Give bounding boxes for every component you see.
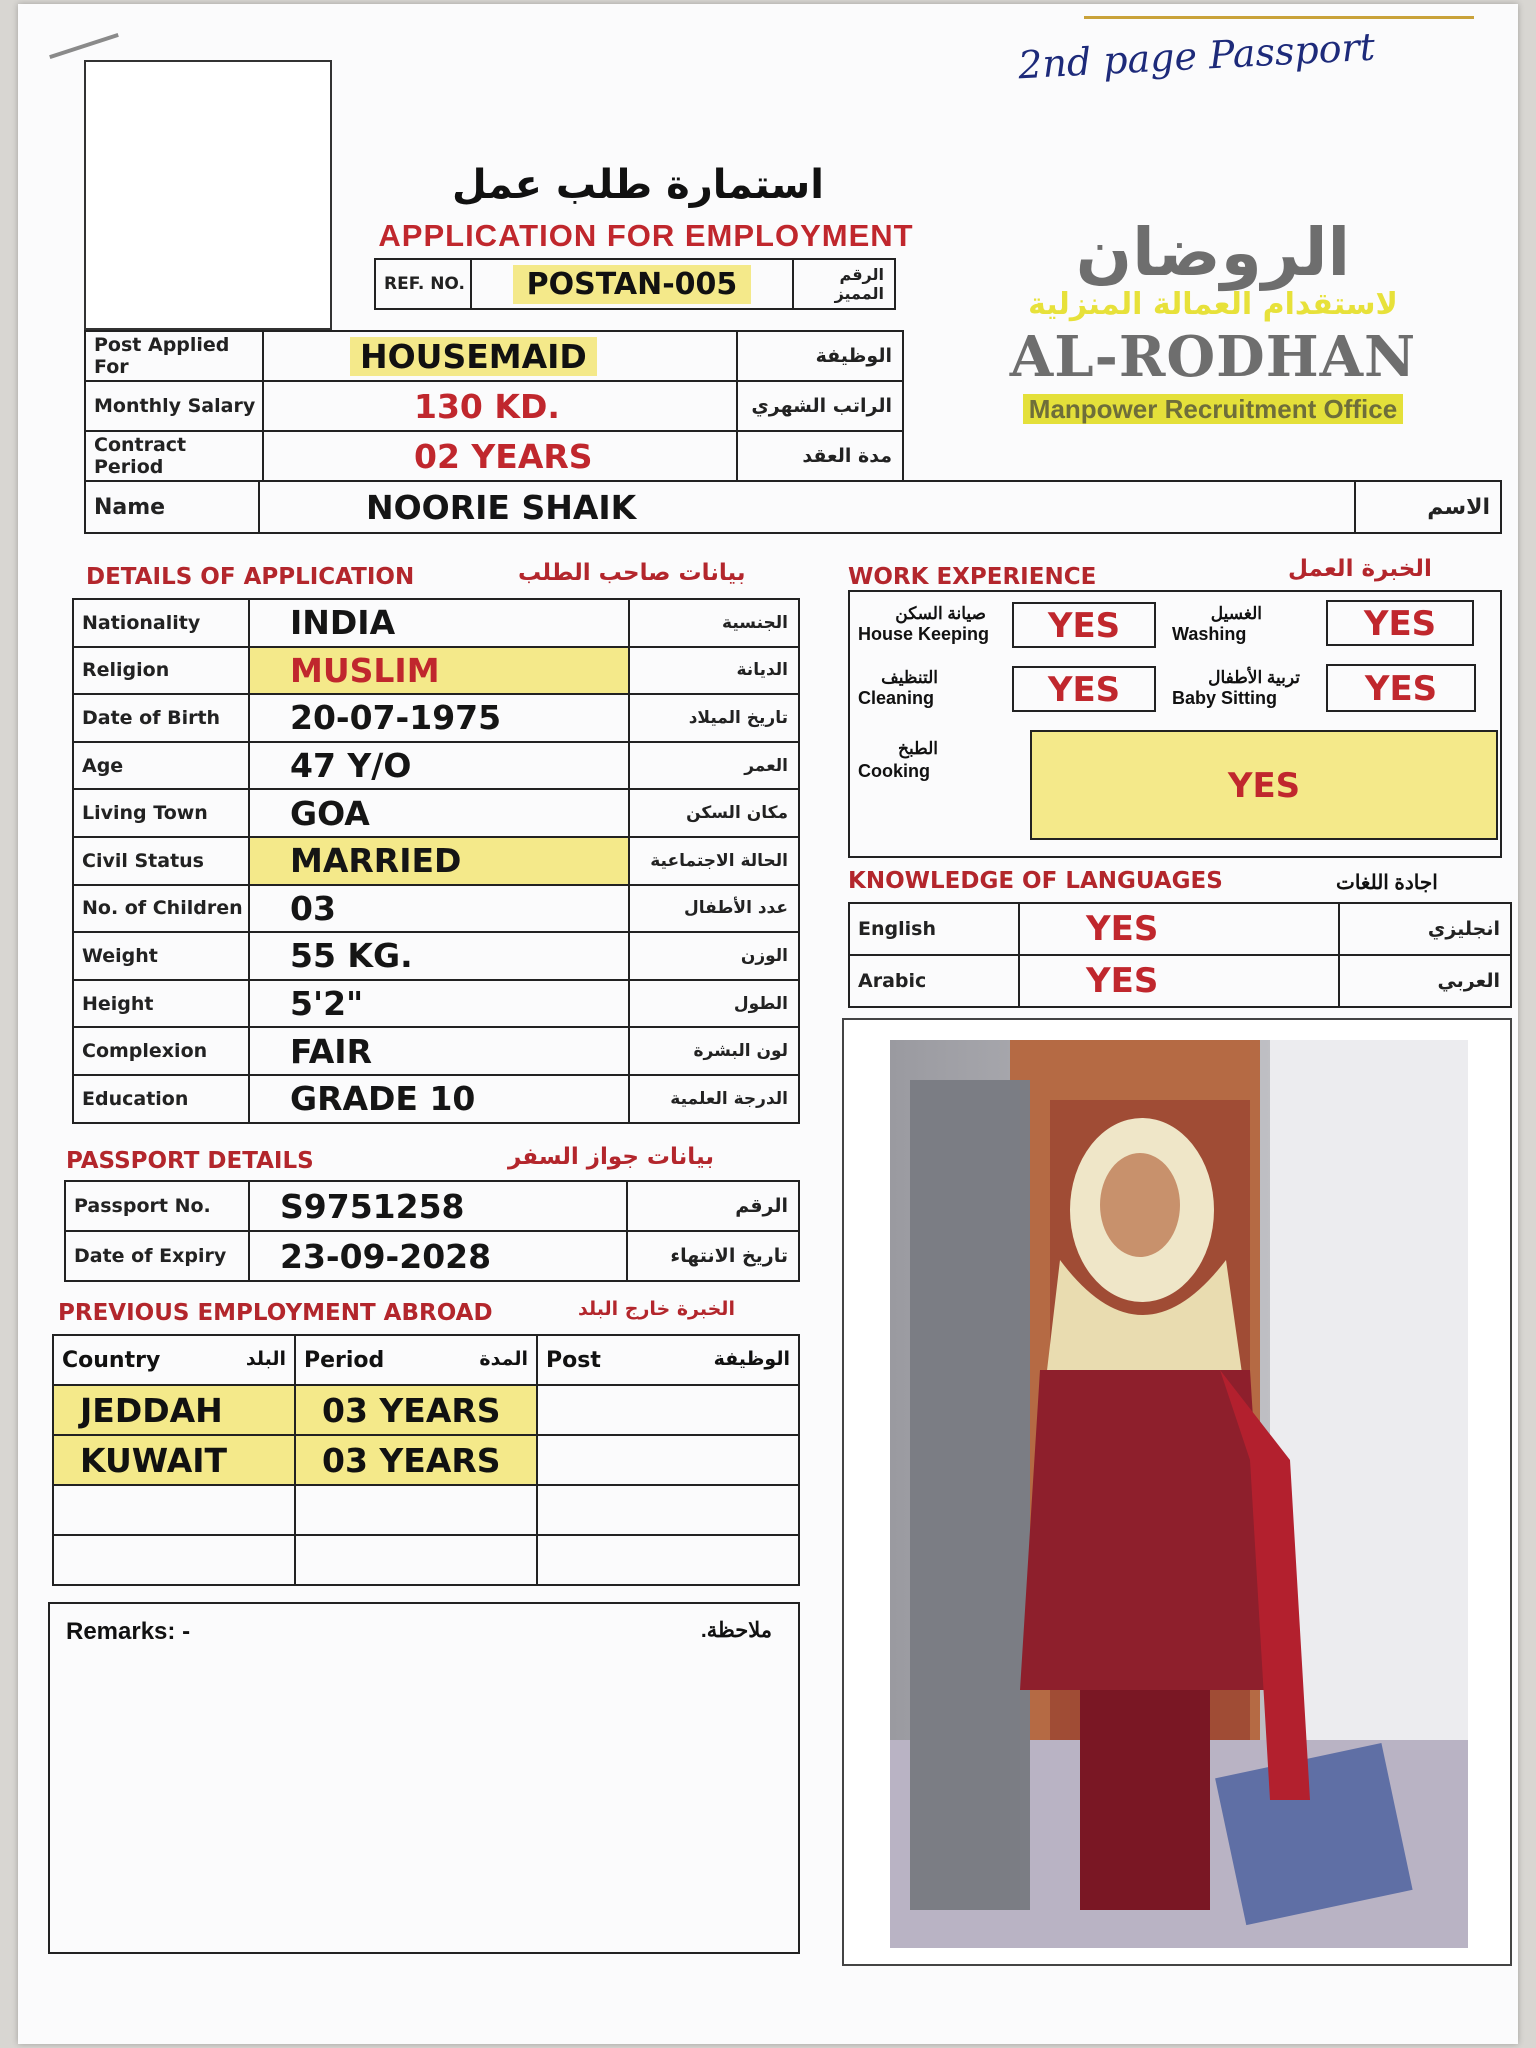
languages-heading-ar: اجادة اللغات bbox=[1336, 872, 1438, 894]
english-label: English bbox=[849, 903, 1019, 955]
passport-expiry-label-ar: تاريخ الانتهاء bbox=[627, 1231, 799, 1281]
details-label-ar: الديانة bbox=[629, 647, 799, 695]
details-label: Weight bbox=[73, 932, 249, 980]
arabic-value: YES bbox=[1019, 955, 1339, 1007]
details-value: 55 KG. bbox=[249, 932, 629, 980]
cooking-value: YES bbox=[1030, 730, 1498, 840]
passport-heading-ar: بيانات جواز السفر bbox=[508, 1144, 714, 1170]
details-row bbox=[73, 742, 799, 790]
header-period-ar: المدة bbox=[479, 1347, 528, 1370]
details-label-ar: الحالة الاجتماعية bbox=[629, 837, 799, 885]
salary-label-ar: الراتب الشهري bbox=[737, 381, 903, 431]
applicant-photo-frame bbox=[842, 1018, 1512, 1966]
details-label: Religion bbox=[73, 647, 249, 695]
header-post-ar: الوظيفة bbox=[713, 1347, 790, 1370]
header-period bbox=[295, 1335, 537, 1385]
details-value: FAIR bbox=[249, 1027, 629, 1075]
header-country bbox=[53, 1335, 295, 1385]
previous-period-cell: 03 YEARS bbox=[295, 1435, 537, 1485]
details-label: Age bbox=[73, 742, 249, 790]
details-label-ar: الطول bbox=[629, 980, 799, 1028]
details-label-ar: الدرجة العلمية bbox=[629, 1075, 799, 1123]
english-label-ar: انجليزي bbox=[1339, 903, 1511, 955]
details-row bbox=[73, 1027, 799, 1075]
details-row bbox=[73, 980, 799, 1028]
previous-period-cell bbox=[295, 1485, 537, 1535]
details-label-ar: الوزن bbox=[629, 932, 799, 980]
cleaning-en: Cleaning bbox=[858, 688, 935, 708]
passport-expiry-value: 23-09-2028 bbox=[249, 1231, 627, 1281]
washing-en: Washing bbox=[1172, 624, 1247, 644]
arabic-label-ar: العربي bbox=[1339, 955, 1511, 1007]
post-value: HOUSEMAID bbox=[350, 337, 597, 376]
details-table bbox=[72, 598, 800, 1124]
photo-box bbox=[84, 60, 332, 330]
washing-labels bbox=[1172, 604, 1262, 644]
staple-mark bbox=[49, 33, 119, 59]
details-row bbox=[73, 1075, 799, 1123]
passport-no-label: Passport No. bbox=[65, 1181, 249, 1231]
baby-sitting-labels bbox=[1172, 668, 1300, 708]
ref-table bbox=[374, 258, 896, 310]
washing-ar: الغسيل bbox=[1210, 604, 1262, 623]
name-label-ar: الاسم bbox=[1355, 481, 1501, 533]
name-table bbox=[84, 480, 1502, 534]
details-row bbox=[73, 837, 799, 885]
previous-row bbox=[53, 1485, 799, 1535]
details-value: INDIA bbox=[249, 599, 629, 647]
details-label: Complexion bbox=[73, 1027, 249, 1075]
salary-value: 130 KD. bbox=[263, 381, 737, 431]
details-label-ar: تاريخ الميلاد bbox=[629, 694, 799, 742]
remarks-label-ar: ملاحظة. bbox=[700, 1619, 772, 1642]
previous-period-cell: 03 YEARS bbox=[295, 1385, 537, 1435]
baby-sitting-value: YES bbox=[1326, 664, 1476, 712]
logo-subtitle-arabic: لاستقدام العمالة المنزلية bbox=[1028, 287, 1398, 322]
passport-table bbox=[64, 1180, 800, 1282]
face bbox=[1100, 1153, 1180, 1257]
arabic-label: Arabic bbox=[849, 955, 1019, 1007]
work-experience-box bbox=[848, 590, 1502, 858]
details-label: No. of Children bbox=[73, 885, 249, 933]
header-post-en: Post bbox=[546, 1347, 601, 1373]
tunic bbox=[1020, 1370, 1270, 1690]
cleaning-labels bbox=[858, 668, 938, 708]
application-form-page bbox=[18, 4, 1518, 2044]
header-period-en: Period bbox=[304, 1347, 385, 1373]
logo-name-english: AL-RODHAN bbox=[1009, 324, 1417, 390]
cleaning-ar: التنظيف bbox=[881, 668, 938, 687]
details-label: Living Town bbox=[73, 789, 249, 837]
details-label: Education bbox=[73, 1075, 249, 1123]
details-heading: DETAILS OF APPLICATION bbox=[86, 564, 415, 590]
contract-label-ar: مدة العقد bbox=[737, 431, 903, 481]
applicant-photo bbox=[890, 1040, 1468, 1948]
details-value: MARRIED bbox=[249, 837, 629, 885]
previous-country-cell bbox=[53, 1485, 295, 1535]
trousers bbox=[1080, 1690, 1210, 1910]
ref-label: REF. NO. bbox=[375, 259, 471, 309]
details-row bbox=[73, 599, 799, 647]
logo-name-arabic: الروضان bbox=[1075, 214, 1351, 291]
post-value-cell bbox=[263, 331, 737, 381]
details-label-ar: عدد الأطفال bbox=[629, 885, 799, 933]
header-post bbox=[537, 1335, 799, 1385]
previous-heading: PREVIOUS EMPLOYMENT ABROAD bbox=[58, 1300, 493, 1326]
washing-value: YES bbox=[1326, 600, 1474, 646]
ref-value-cell bbox=[471, 259, 793, 309]
details-value: 5'2" bbox=[249, 980, 629, 1028]
passport-no-value: S9751258 bbox=[249, 1181, 627, 1231]
languages-heading: KNOWLEDGE OF LANGUAGES bbox=[848, 868, 1223, 894]
work-heading-ar: الخبرة العمل bbox=[1288, 556, 1432, 582]
previous-row bbox=[53, 1535, 799, 1585]
cooking-ar: الطبخ bbox=[898, 739, 938, 758]
handwritten-note: 2nd page Passport bbox=[1017, 24, 1377, 88]
details-label-ar: لون البشرة bbox=[629, 1027, 799, 1075]
cleaning-value: YES bbox=[1012, 666, 1156, 712]
name-value: NOORIE SHAIK bbox=[259, 481, 1355, 533]
previous-heading-ar: الخبرة خارج البلد bbox=[578, 1298, 735, 1320]
passport-no-label-ar: الرقم bbox=[627, 1181, 799, 1231]
previous-country-cell: KUWAIT bbox=[53, 1435, 295, 1485]
header-country-ar: البلد bbox=[245, 1347, 286, 1370]
details-value: 20-07-1975 bbox=[249, 694, 629, 742]
baby-sitting-ar: تربية الأطفال bbox=[1208, 668, 1300, 687]
details-value: MUSLIM bbox=[249, 647, 629, 695]
cooking-labels bbox=[858, 738, 938, 782]
post-label: Post Applied For bbox=[85, 331, 263, 381]
details-row bbox=[73, 647, 799, 695]
previous-post-cell bbox=[537, 1435, 799, 1485]
details-value: 03 bbox=[249, 885, 629, 933]
logo-subtitle-english: Manpower Recruitment Office bbox=[1023, 394, 1403, 424]
previous-post-cell bbox=[537, 1485, 799, 1535]
details-row bbox=[73, 789, 799, 837]
details-label: Date of Birth bbox=[73, 694, 249, 742]
title-arabic: استمارة طلب عمل bbox=[452, 162, 824, 208]
post-label-ar: الوظيفة bbox=[737, 331, 903, 381]
house-keeping-ar: صيانة السكن bbox=[895, 604, 986, 623]
company-logo bbox=[973, 214, 1453, 464]
house-keeping-value: YES bbox=[1012, 602, 1156, 648]
house-keeping-en: House Keeping bbox=[858, 624, 990, 644]
contract-label: Contract Period bbox=[85, 431, 263, 481]
details-label-ar: العمر bbox=[629, 742, 799, 790]
house-keeping-labels bbox=[858, 604, 989, 644]
details-label: Civil Status bbox=[73, 837, 249, 885]
salary-label: Monthly Salary bbox=[85, 381, 263, 431]
previous-post-cell bbox=[537, 1385, 799, 1435]
contract-value: 02 YEARS bbox=[263, 431, 737, 481]
title-english: APPLICATION FOR EMPLOYMENT bbox=[378, 218, 914, 253]
details-label: Nationality bbox=[73, 599, 249, 647]
previous-row bbox=[53, 1385, 799, 1435]
details-label-ar: مكان السكن bbox=[629, 789, 799, 837]
previous-post-cell bbox=[537, 1535, 799, 1585]
passport-expiry-label: Date of Expiry bbox=[65, 1231, 249, 1281]
details-label: Height bbox=[73, 980, 249, 1028]
name-label: Name bbox=[85, 481, 259, 533]
english-value: YES bbox=[1019, 903, 1339, 955]
previous-period-cell bbox=[295, 1535, 537, 1585]
details-label-ar: الجنسية bbox=[629, 599, 799, 647]
baby-sitting-en: Baby Sitting bbox=[1172, 688, 1278, 708]
photo-door-left bbox=[910, 1080, 1030, 1910]
remarks-label: Remarks: - bbox=[66, 1618, 191, 1645]
remarks-box bbox=[48, 1602, 800, 1954]
work-heading: WORK EXPERIENCE bbox=[848, 564, 1097, 590]
details-row bbox=[73, 694, 799, 742]
details-heading-ar: بيانات صاحب الطلب bbox=[518, 560, 746, 586]
cooking-en: Cooking bbox=[858, 761, 930, 781]
previous-row bbox=[53, 1435, 799, 1485]
details-value: 47 Y/O bbox=[249, 742, 629, 790]
logo-subtitle-wrap bbox=[973, 394, 1453, 425]
top-rule bbox=[1084, 16, 1474, 19]
details-value: GRADE 10 bbox=[249, 1075, 629, 1123]
previous-country-cell: JEDDAH bbox=[53, 1385, 295, 1435]
previous-country-cell bbox=[53, 1535, 295, 1585]
header-country-en: Country bbox=[62, 1347, 161, 1373]
details-row bbox=[73, 932, 799, 980]
previous-table bbox=[52, 1334, 800, 1586]
job-table bbox=[84, 330, 904, 482]
details-value: GOA bbox=[249, 789, 629, 837]
passport-heading: PASSPORT DETAILS bbox=[66, 1148, 314, 1174]
languages-table bbox=[848, 902, 1512, 1008]
ref-value: POSTAN-005 bbox=[513, 265, 752, 304]
ref-label-ar: الرقم المميز bbox=[793, 259, 895, 309]
details-row bbox=[73, 885, 799, 933]
